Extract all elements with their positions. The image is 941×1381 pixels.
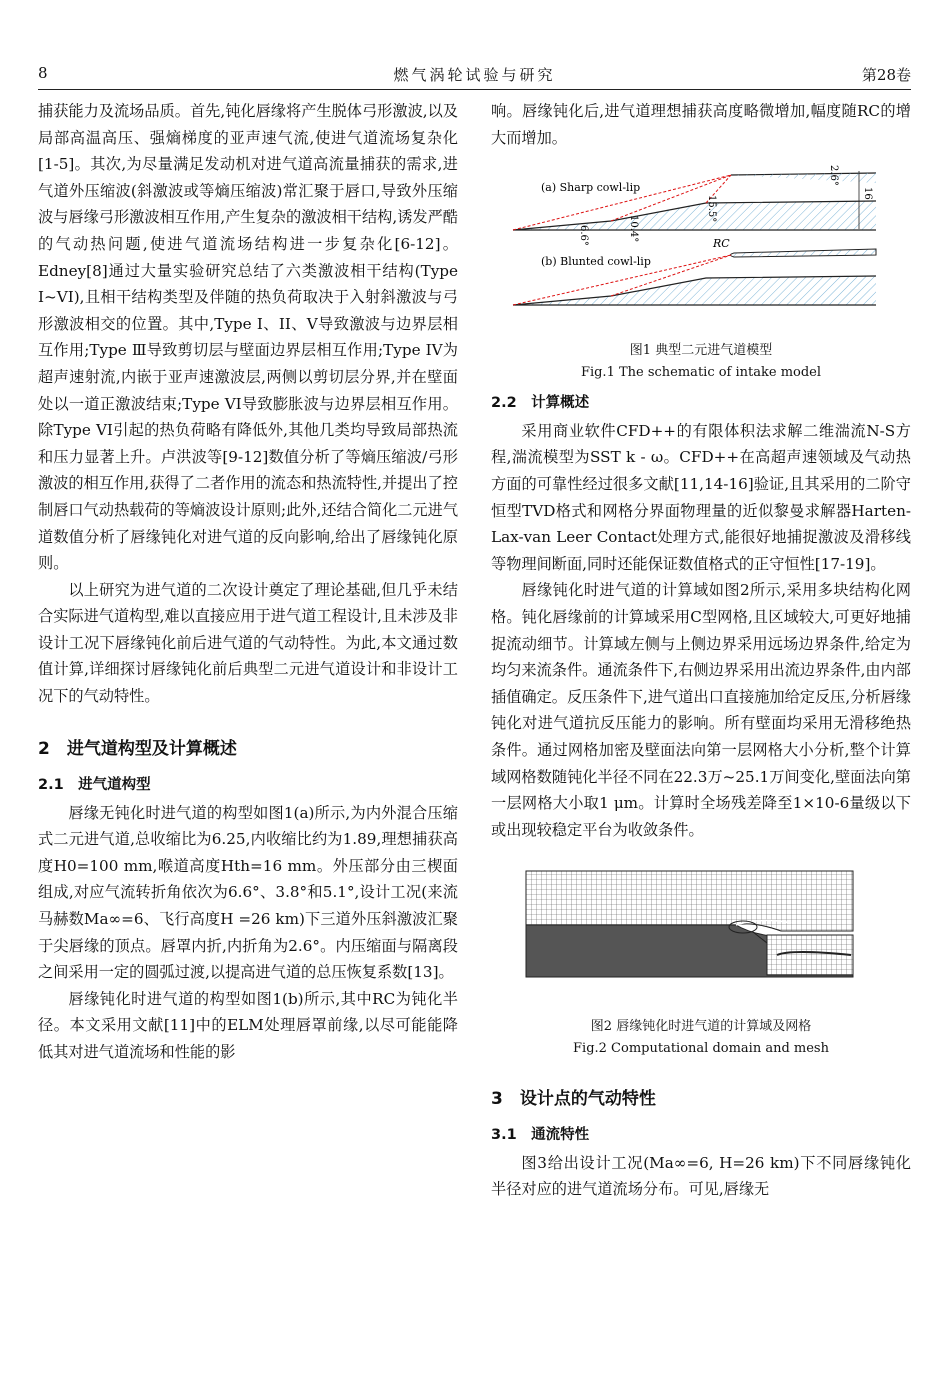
figure-caption-en: Fig.2 Computational domain and mesh bbox=[573, 1040, 829, 1056]
left-column bbox=[38, 98, 458, 1066]
mesh-domain-upper bbox=[526, 871, 853, 931]
paragraph: 唇缘钝化时进气道的计算域如图2所示,采用多块结构化网格。钝化唇缘前的计算域采用C型网格,且区域较大,可更好地捕捉流动细节。计算域左侧与上侧边界采用远场边界条件,给定为均匀来流条件。通流条件下,右侧边界采用出流边界条件,由内部插值确定。反压条件下,进气道出口直接施加给定反压,分析唇缘钝化对进气道抗反压能力的影响。所有壁面均采用无滑移绝热条件。通过网格加密及壁面法向第一层网格大小分析,整个计算域网格数随钝化半径不同在22.3万~25.1万间变化,壁面法向第一层网格大小取1 μm。计算时全场残差降至1×10-6量级以下或出现较稳定平台为收敛条件。 bbox=[491, 581, 911, 839]
volume-label: 第28卷 bbox=[861, 66, 911, 84]
angle-label: 10.4° bbox=[628, 215, 639, 243]
figure-caption-en: Fig.1 The schematic of intake model bbox=[580, 364, 822, 380]
paragraph: 唇缘钝化时进气道的构型如图1(b)所示,其中RC为钝化半径。本文采用文献[11]中的ELM处理唇罩前缘,以尽可能能降低其对进气道流场和性能的影 bbox=[38, 989, 458, 1061]
paragraph: 唇缘无钝化时进气道的构型如图1(a)所示,为内外混合压缩式二元进气道,总收缩比为6.25,内收缩比约为1.89,理想捕获高度H0=100 mm,喉道高度Hth=16 mm。外压部分由三楔面组成,对应气流转折角依次为6.6°、3.8°和5.1°,设计工况(来流马赫数Ma∞=6、飞行高度H =26 km)下三道外压斜激波汇聚于尖唇缘的顶点。唇罩内折,内折角为2.6°。内压缩面与隔离段之间采用一定的圆弧过渡,以提高进气道的总压恢复系数[13]。 bbox=[38, 803, 458, 982]
angle-label: 6.6° bbox=[578, 225, 589, 247]
figure-2 bbox=[491, 869, 911, 1060]
subsection-heading: 2.2 计算概述 bbox=[491, 394, 590, 411]
mesh-figure bbox=[491, 869, 911, 1007]
rc-label: RC bbox=[713, 237, 730, 251]
subsection-heading: 3.1 通流特性 bbox=[491, 1126, 590, 1143]
paragraph: 图3给出设计工况(Ma∞=6, H=26 km)下不同唇缘钝化半径对应的进气道流场分布。可见,唇缘无 bbox=[491, 1153, 911, 1199]
paragraph: 响。唇缘钝化后,进气道理想捕获高度略微增加,幅度随RC的增大而增加。 bbox=[491, 102, 911, 147]
journal-title: 燃气涡轮试验与研究 bbox=[393, 66, 556, 84]
subsection-heading: 2.1 进气道构型 bbox=[38, 776, 151, 793]
cowl-b bbox=[731, 249, 877, 257]
angle-label: 2.6° bbox=[828, 165, 839, 187]
figure-caption-cn: 图2 唇缘钝化时进气道的计算域及网格 bbox=[590, 1018, 812, 1034]
figure-1 bbox=[491, 159, 911, 384]
label-b: (b) Blunted cowl-lip bbox=[541, 255, 651, 269]
label-a: (a) Sharp cowl-lip bbox=[541, 181, 641, 195]
header-rule bbox=[38, 89, 911, 90]
right-column bbox=[491, 98, 911, 1203]
paragraph: 捕获能力及流场品质。首先,钝化唇缘将产生脱体弓形激波,以及局部高温高压、强熵梯度的亚声速气流,使进气道流场复杂化[1-5]。其次,为尽量满足发动机对进气道高流量捕获的需求,进气道外压缩波(斜激波或等熵压缩波)常汇聚于唇口,导致外压缩波与唇缘弓形激波相互作用,产生复杂的激波相干结构,诱发严酷的气动热问题,使进气道流场结构进一步复杂化[6-12]。Edney[8]通过大量实验研究总结了六类激波相干结构(Type I~VI),且相干结构类型及伴随的热负荷取决于入射斜激波与弓形激波相交的位置。其中,Type I、II、V导致激波与边界层相互作用;Type Ⅲ导致剪切层与壁面边界层相互作用;Type IV为超声速射流,内嵌于亚声速激波层,两侧以剪切层分界,并在壁面处以一道正激波结束;Type VI导致膨胀波与边界层相互作用。除Type VI引起的热负荷略有降低外,其他几类均导致局部热流和压力显著上升。卢洪波等[9-12]数值分析了等熵压缩波/弓形激波的相互作用,获得了二者作用的流态和热流特性,并提出了控制唇口气动热载荷的等熵波设计原则;此外,还结合简化二元进气道数值分析了唇缘钝化对进气道的反向影响,给出了唇缘钝化原则。 bbox=[38, 102, 459, 573]
page-number: 8 bbox=[38, 64, 48, 82]
angle-label: 15.5° bbox=[706, 195, 717, 223]
section-heading: 2 进气道构型及计算概述 bbox=[38, 738, 237, 759]
dimension-label: 16 bbox=[862, 187, 873, 200]
figure-caption-cn: 图1 典型二元进气道模型 bbox=[629, 342, 773, 358]
section-heading: 3 设计点的气动特性 bbox=[491, 1088, 656, 1109]
paragraph: 采用商业软件CFD++的有限体积法求解二维湍流N-S方程,湍流模型为SST k - ω。CFD++在高超声速领域及气动热方面的可靠性经过很多文献[11,14-16]验证,且其采用的二阶守恒型TVD格式和网格分界面物理量的近似黎曼求解器Harten-Lax-van Leer Contact处理方式,能很好地捕捉激波及滑移线等物理间断面,同时还能保证数值格式的正守恒性[17-19]。 bbox=[491, 421, 911, 573]
running-header bbox=[38, 64, 911, 86]
intake-schematic bbox=[491, 159, 911, 331]
paragraph: 以上研究为进气道的二次设计奠定了理论基础,但几乎未结合实际进气道构型,难以直接应用于进气道工程设计,且未涉及非设计工况下唇缘钝化前后进气道的气动特性。为此,本文通过数值计算,详细探讨唇缘钝化前后典型二元进气道设计和非设计工况下的气动特性。 bbox=[38, 580, 458, 706]
